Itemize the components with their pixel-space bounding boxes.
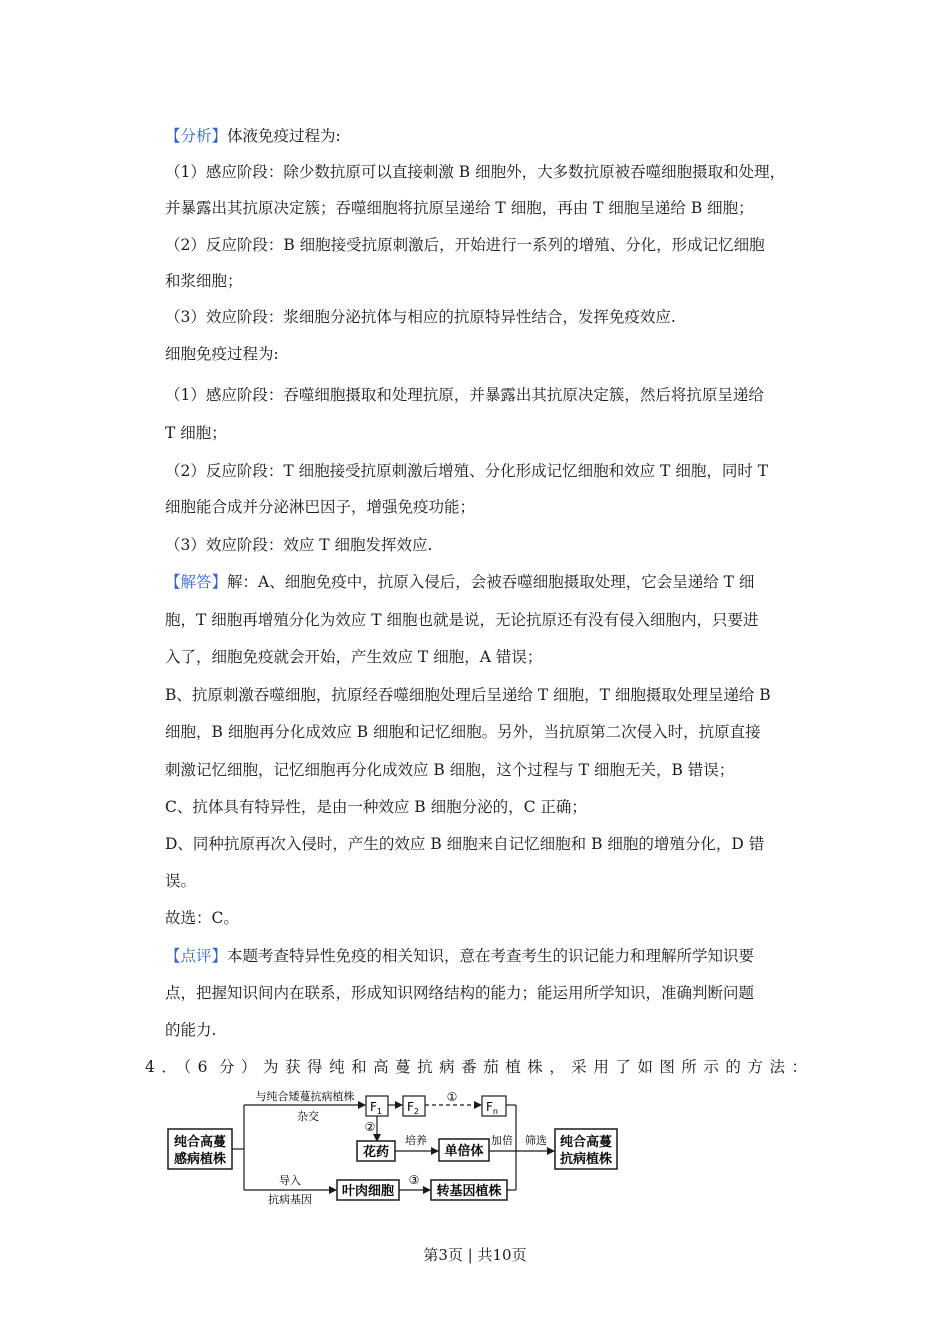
- answer-line: 入了，细胞免疫就会开始，产生效应 T 细胞，A 错误；: [165, 648, 543, 666]
- page-footer: 第3页 | 共10页: [423, 1246, 527, 1264]
- import-label: 导入: [279, 1174, 301, 1187]
- mesophyll-label: 叶肉细胞: [341, 1184, 395, 1199]
- analysis-tag: 【分析】: [165, 127, 228, 145]
- analysis-line: T 细胞；: [165, 424, 227, 442]
- cross-label-bottom: 杂交: [297, 1110, 319, 1123]
- f2-label: $F_2$: [407, 1100, 419, 1116]
- fn-label: $F_n$: [486, 1100, 498, 1116]
- start-box-line1: 纯合高蔓: [173, 1135, 227, 1150]
- f1-label: $F_1$: [370, 1100, 382, 1116]
- end-box-line1: 纯合高蔓: [559, 1135, 613, 1150]
- answer-line: 刺激记忆细胞，记忆细胞再分化成效应 B 细胞，这个过程与 T 细胞无关，B 错误；: [165, 761, 735, 779]
- analysis-line: （3）效应阶段：效应 T 细胞发挥效应.: [165, 536, 433, 554]
- step-3-label: ③: [408, 1173, 420, 1187]
- gene-label: 抗病基因: [268, 1193, 312, 1206]
- double-label: 加倍: [491, 1134, 513, 1147]
- end-box-line2: 抗病植株: [559, 1152, 613, 1167]
- question-4-text: 4．（6 分）为获得纯和高蔓抗病番茄植株，采用了如图所示的方法：: [145, 1058, 807, 1076]
- analysis-text: 体液免疫过程为:: [227, 127, 341, 145]
- start-box-line2: 感病植株: [173, 1152, 227, 1167]
- comment-line: 的能力.: [165, 1021, 217, 1039]
- analysis-line: 细胞免疫过程为:: [165, 345, 279, 363]
- analysis-line: 和浆细胞；: [165, 272, 243, 290]
- answer-tag: 【解答】: [165, 573, 228, 591]
- step-2-label: ②: [364, 1120, 376, 1134]
- answer-line: 故选：C。: [165, 909, 239, 927]
- comment-text: 本题考查特异性免疫的相关知识，意在考查考生的识记能力和理解所学知识要: [227, 947, 755, 965]
- analysis-line: （1）感应阶段：除少数抗原可以直接刺激 B 细胞外，大多数抗原被吞噬细胞摄取和处理，: [165, 163, 786, 181]
- analysis-line: 并暴露出其抗原决定簇；吞噬细胞将抗原呈递给 T 细胞，再由 T 细胞呈递给 B 细胞；: [165, 199, 754, 217]
- comment-line: 点，把握知识间内在联系，形成知识网络结构的能力；能运用所学知识，准确判断问题: [165, 984, 755, 1002]
- answer-line: C、抗体具有特异性，是由一种效应 B 细胞分泌的，C 正确；: [165, 798, 587, 816]
- analysis-line: （2）反应阶段：T 细胞接受抗原刺激后增殖、分化形成记忆细胞和效应 T 细胞，同时 T: [165, 462, 769, 480]
- analysis-line: （2）反应阶段：B 细胞接受抗原刺激后，开始进行一系列的增殖、分化，形成记忆细胞: [165, 236, 765, 254]
- answer-line: 细胞，B 细胞再分化成效应 B 细胞和记忆细胞。另外，当抗原第二次侵入时，抗原直接: [165, 723, 761, 741]
- analysis-line: （3）效应阶段：浆细胞分泌抗体与相应的抗原特异性结合，发挥免疫效应.: [165, 308, 676, 326]
- answer-line: 误。: [165, 872, 197, 890]
- analysis-line: （1）感应阶段：吞噬细胞摄取和处理抗原，并暴露出其抗原决定簇，然后将抗原呈递给: [165, 386, 764, 404]
- transgenic-label: 转基因植株: [436, 1184, 502, 1199]
- analysis-line: 细胞能合成并分泌淋巴因子，增强免疫功能；: [165, 498, 476, 516]
- answer-line: 胞，T 细胞再增殖分化为效应 T 细胞也就是说，无论抗原还有没有侵入细胞内，只要进: [165, 611, 759, 629]
- screen-label: 筛选: [525, 1134, 547, 1147]
- culture-label: 培养: [405, 1134, 427, 1147]
- step-1-label: ①: [446, 1090, 458, 1104]
- answer-line: B、抗原刺激吞噬细胞，抗原经吞噬细胞处理后呈递给 T 细胞，T 细胞摄取处理呈递给 B: [165, 686, 771, 704]
- comment-tag: 【点评】: [165, 947, 228, 965]
- answer-text: 解：A、细胞免疫中，抗原入侵后，会被吞噬细胞摄取处理，它会呈递给 T 细: [227, 573, 755, 591]
- answer-line: D、同种抗原再次入侵时，产生的效应 B 细胞来自记忆细胞和 B 细胞的增殖分化，D 错: [165, 835, 765, 853]
- anther-label: 花药: [362, 1145, 390, 1160]
- haploid-label: 单倍体: [444, 1144, 484, 1159]
- cross-label: 与纯合矮蔓抗病植株: [255, 1090, 355, 1103]
